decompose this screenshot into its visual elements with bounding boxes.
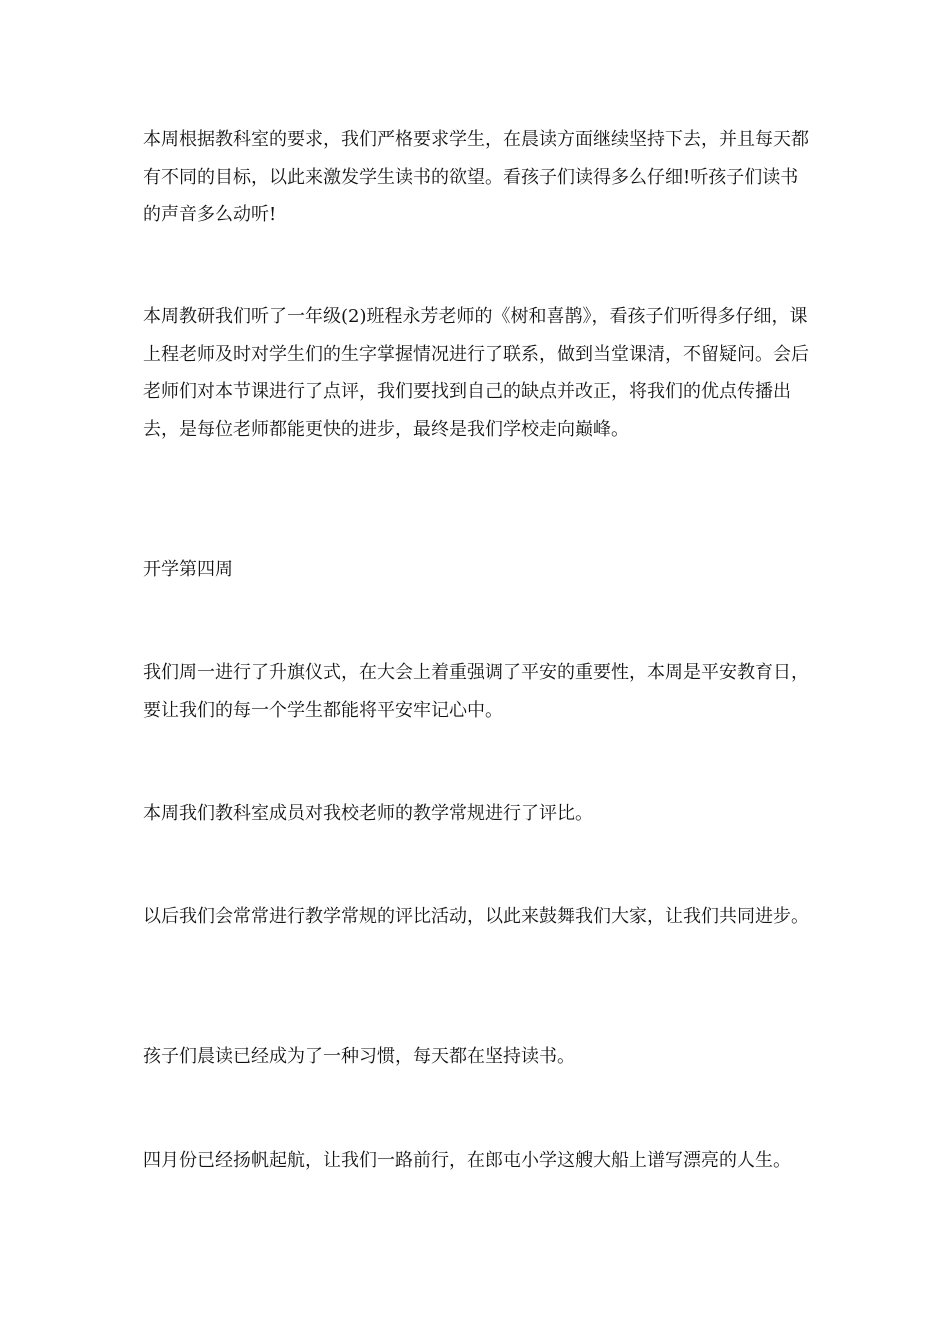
paragraph-flag-ceremony: 我们周一进行了升旗仪式，在大会上着重强调了平安的重要性，本周是平安教育日，要让我们的每一个学生都能将平安牢记心中。 xyxy=(143,662,809,721)
paragraph-april-closing: 四月份已经扬帆起航，让我们一路前行，在郎屯小学这艘大船上谱写漂亮的人生。 xyxy=(143,1150,791,1171)
paragraph-teaching-evaluation: 本周我们教科室成员对我校老师的教学常规进行了评比。 xyxy=(143,803,593,824)
paragraph-future-evaluation: 以后我们会常常进行教学常规的评比活动，以此来鼓舞我们大家，让我们共同进步。 xyxy=(143,906,809,927)
paragraph-reading-habit: 孩子们晨读已经成为了一种习惯，每天都在坚持读书。 xyxy=(143,1046,575,1067)
paragraph-morning-reading: 本周根据教科室的要求，我们严格要求学生，在晨读方面继续坚持下去，并且每天都有不同的目标，以此来激发学生读书的欲望。看孩子们读得多么仔细!听孩子们读书的声音多么动听! xyxy=(143,129,809,225)
paragraph-teaching-research: 本周教研我们听了一年级(2)班程永芳老师的《树和喜鹊》，看孩子们听得多仔细，课上程老师及时对学生们的生字掌握情况进行了联系，做到当堂课清，不留疑问。会后老师们对本节课进行了点评，我们要找到自己的缺点并改正，将我们的优点传播出去，是每位老师都能更快的进步，最终是我们学校走向巅峰。 xyxy=(143,306,809,440)
section-heading-week-four: 开学第四周 xyxy=(143,559,233,580)
